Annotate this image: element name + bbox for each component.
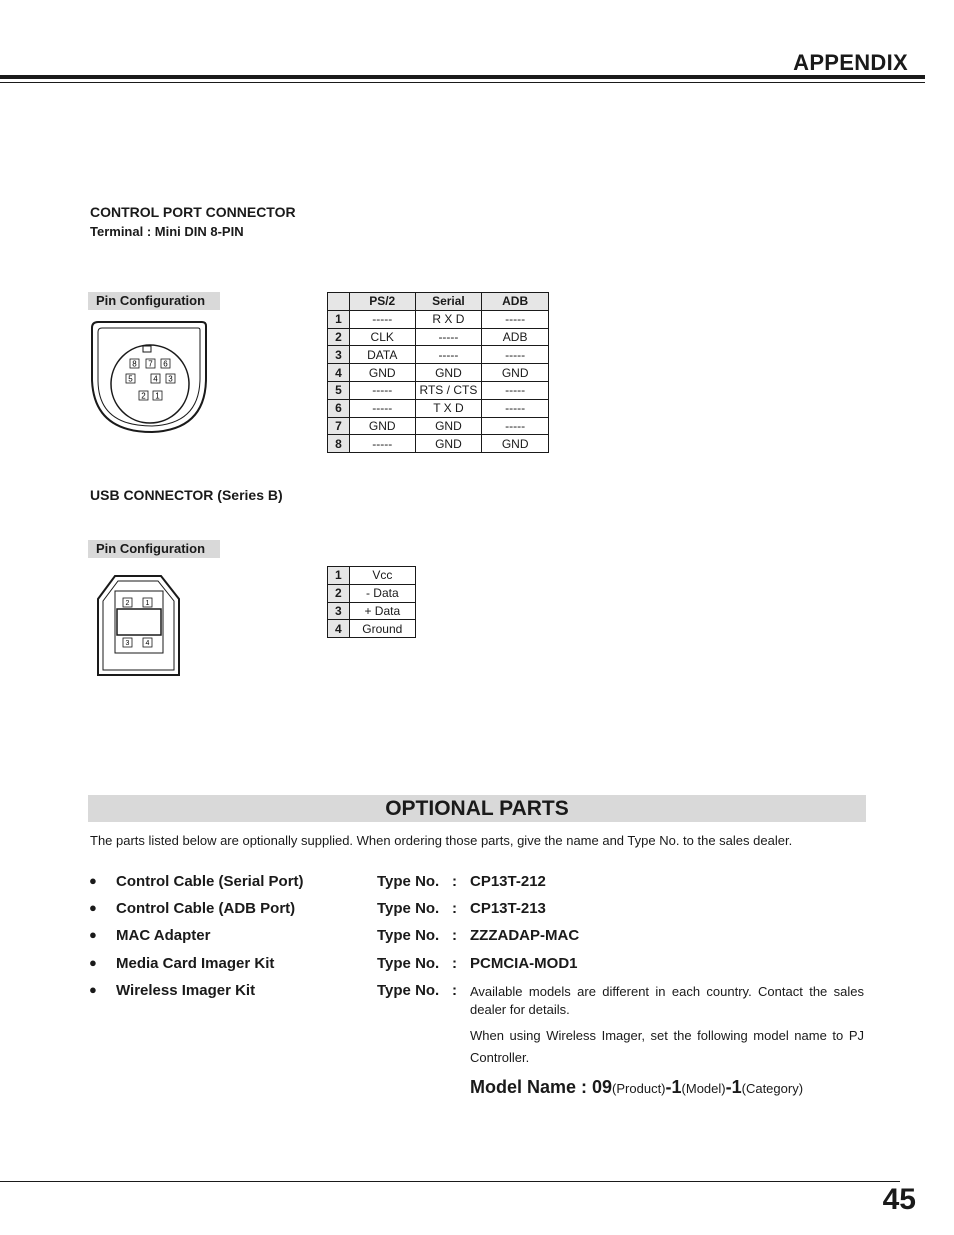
list-item [89, 927, 789, 947]
adb-cell: ----- [482, 399, 549, 417]
list-item [89, 873, 789, 893]
corner-cell [328, 293, 350, 311]
control-port-subtitle: Terminal : Mini DIN 8-PIN [90, 224, 244, 239]
column-header: Serial [415, 293, 482, 311]
footer-rule [0, 1181, 900, 1182]
ps2-cell: ----- [349, 399, 415, 417]
table-row [328, 346, 549, 364]
bullet-icon: ● [89, 955, 97, 970]
part-name: Control Cable (ADB Port) [116, 900, 296, 917]
usb-pin-table [327, 566, 416, 638]
pin-cell: 6 [328, 399, 350, 417]
column-header: ADB [482, 293, 549, 311]
usb-pin-4: 4 [145, 640, 150, 647]
serial-cell: GND [415, 417, 482, 435]
pin-cell: 1 [328, 567, 350, 585]
list-item [89, 955, 789, 975]
model-name-category: (Category) [741, 1081, 804, 1096]
signal-cell: Vcc [349, 567, 415, 585]
adb-cell: ----- [482, 381, 549, 399]
table-row [328, 602, 416, 620]
type-number: ZZZADAP-MAC [470, 927, 580, 944]
adb-cell: GND [482, 364, 549, 382]
serial-cell: GND [415, 364, 482, 382]
header-rule-thick [0, 75, 925, 79]
din-pin-7: 7 [148, 359, 153, 369]
din-pin-5: 5 [128, 374, 133, 384]
signal-cell: + Data [349, 602, 415, 620]
model-name-dash-1: -1 [665, 1077, 682, 1097]
usb-pin-2: 2 [125, 600, 130, 607]
section-title: APPENDIX [793, 50, 908, 75]
pin-cell: 1 [328, 310, 350, 328]
serial-cell: RTS / CTS [415, 381, 482, 399]
table-row [328, 328, 549, 346]
pin-cell: 8 [328, 435, 350, 453]
ps2-cell: GND [349, 417, 415, 435]
type-colon: : [452, 927, 457, 944]
wireless-note-availability: Available models are different in each country. Contact the sales dealer for details. [470, 984, 864, 1017]
usb-b-connector-diagram [95, 573, 183, 678]
table-row [328, 417, 549, 435]
type-colon: : [452, 873, 457, 890]
type-label: Type No. [377, 982, 440, 999]
ps2-cell: GND [349, 364, 415, 382]
table-row [328, 620, 416, 638]
type-number: CP13T-212 [470, 873, 546, 890]
ps2-cell: ----- [349, 381, 415, 399]
adb-cell: ----- [482, 346, 549, 364]
page-number: 45 [882, 1183, 916, 1216]
signal-cell: - Data [349, 584, 415, 602]
din-pin-8: 8 [132, 359, 137, 369]
part-name: Wireless Imager Kit [116, 982, 256, 999]
part-name: MAC Adapter [116, 927, 211, 944]
type-number: CP13T-213 [470, 900, 546, 917]
table-row [328, 567, 416, 585]
type-number: PCMCIA-MOD1 [470, 955, 578, 972]
control-port-title: CONTROL PORT CONNECTOR [90, 204, 296, 220]
usb-pin-3: 3 [125, 640, 130, 647]
part-name: Media Card Imager Kit [116, 955, 275, 972]
adb-cell: ----- [482, 310, 549, 328]
control-pin-config-label: Pin Configuration [88, 292, 220, 310]
adb-cell: GND [482, 435, 549, 453]
ps2-cell: CLK [349, 328, 415, 346]
bullet-icon: ● [89, 900, 97, 915]
bullet-icon: ● [89, 982, 97, 997]
model-name-model: (Model) [681, 1081, 726, 1096]
optional-parts-heading: OPTIONAL PARTS [88, 795, 866, 822]
table-row [328, 399, 549, 417]
table-row [328, 584, 416, 602]
type-colon: : [452, 982, 457, 999]
model-name [470, 1077, 803, 1098]
bullet-icon: ● [89, 873, 97, 888]
list-item [89, 900, 789, 920]
type-label: Type No. [377, 927, 440, 944]
table-header-row [328, 293, 549, 311]
serial-cell: ----- [415, 328, 482, 346]
control-port-pin-table [327, 292, 549, 453]
model-name-product: (Product) [612, 1081, 666, 1096]
type-label: Type No. [377, 900, 440, 917]
column-header: PS/2 [349, 293, 415, 311]
pin-cell: 2 [328, 584, 350, 602]
type-colon: : [452, 955, 457, 972]
table-row [328, 435, 549, 453]
adb-cell: ----- [482, 417, 549, 435]
table-row [328, 310, 549, 328]
header-rule-thin [0, 82, 925, 83]
pin-cell: 4 [328, 620, 350, 638]
optional-parts-intro: The parts listed below are optionally supplied. When ordering those parts, give the name and Type No. to the sales dealer. [90, 833, 793, 848]
usb-pin-config-label: Pin Configuration [88, 540, 220, 558]
model-name-dash-2: -1 [725, 1077, 742, 1097]
table-row [328, 364, 549, 382]
mini-din-connector-diagram [88, 318, 210, 436]
pin-cell: 2 [328, 328, 350, 346]
bullet-icon: ● [89, 927, 97, 942]
usb-connector-title: USB CONNECTOR (Series B) [90, 487, 283, 503]
signal-cell: Ground [349, 620, 415, 638]
pin-cell: 3 [328, 346, 350, 364]
pin-cell: 3 [328, 602, 350, 620]
pin-cell: 7 [328, 417, 350, 435]
type-label: Type No. [377, 873, 440, 890]
serial-cell: R X D [415, 310, 482, 328]
ps2-cell: ----- [349, 310, 415, 328]
ps2-cell: ----- [349, 435, 415, 453]
type-colon: : [452, 900, 457, 917]
usb-pin-1: 1 [145, 600, 150, 607]
list-item [89, 982, 469, 1002]
serial-cell: ----- [415, 346, 482, 364]
type-label: Type No. [377, 955, 440, 972]
serial-cell: T X D [415, 399, 482, 417]
table-row [328, 381, 549, 399]
ps2-cell: DATA [349, 346, 415, 364]
wireless-note-model-name: When using Wireless Imager, set the following model name to PJ Controller. [470, 1028, 864, 1065]
din-pin-1: 1 [155, 391, 160, 401]
din-pin-2: 2 [141, 391, 146, 401]
part-name: Control Cable (Serial Port) [116, 873, 304, 890]
din-pin-6: 6 [163, 359, 168, 369]
din-pin-3: 3 [168, 374, 173, 384]
serial-cell: GND [415, 435, 482, 453]
model-name-label: Model Name : 09 [470, 1077, 613, 1097]
pin-cell: 4 [328, 364, 350, 382]
din-pin-4: 4 [153, 374, 158, 384]
adb-cell: ADB [482, 328, 549, 346]
pin-cell: 5 [328, 381, 350, 399]
